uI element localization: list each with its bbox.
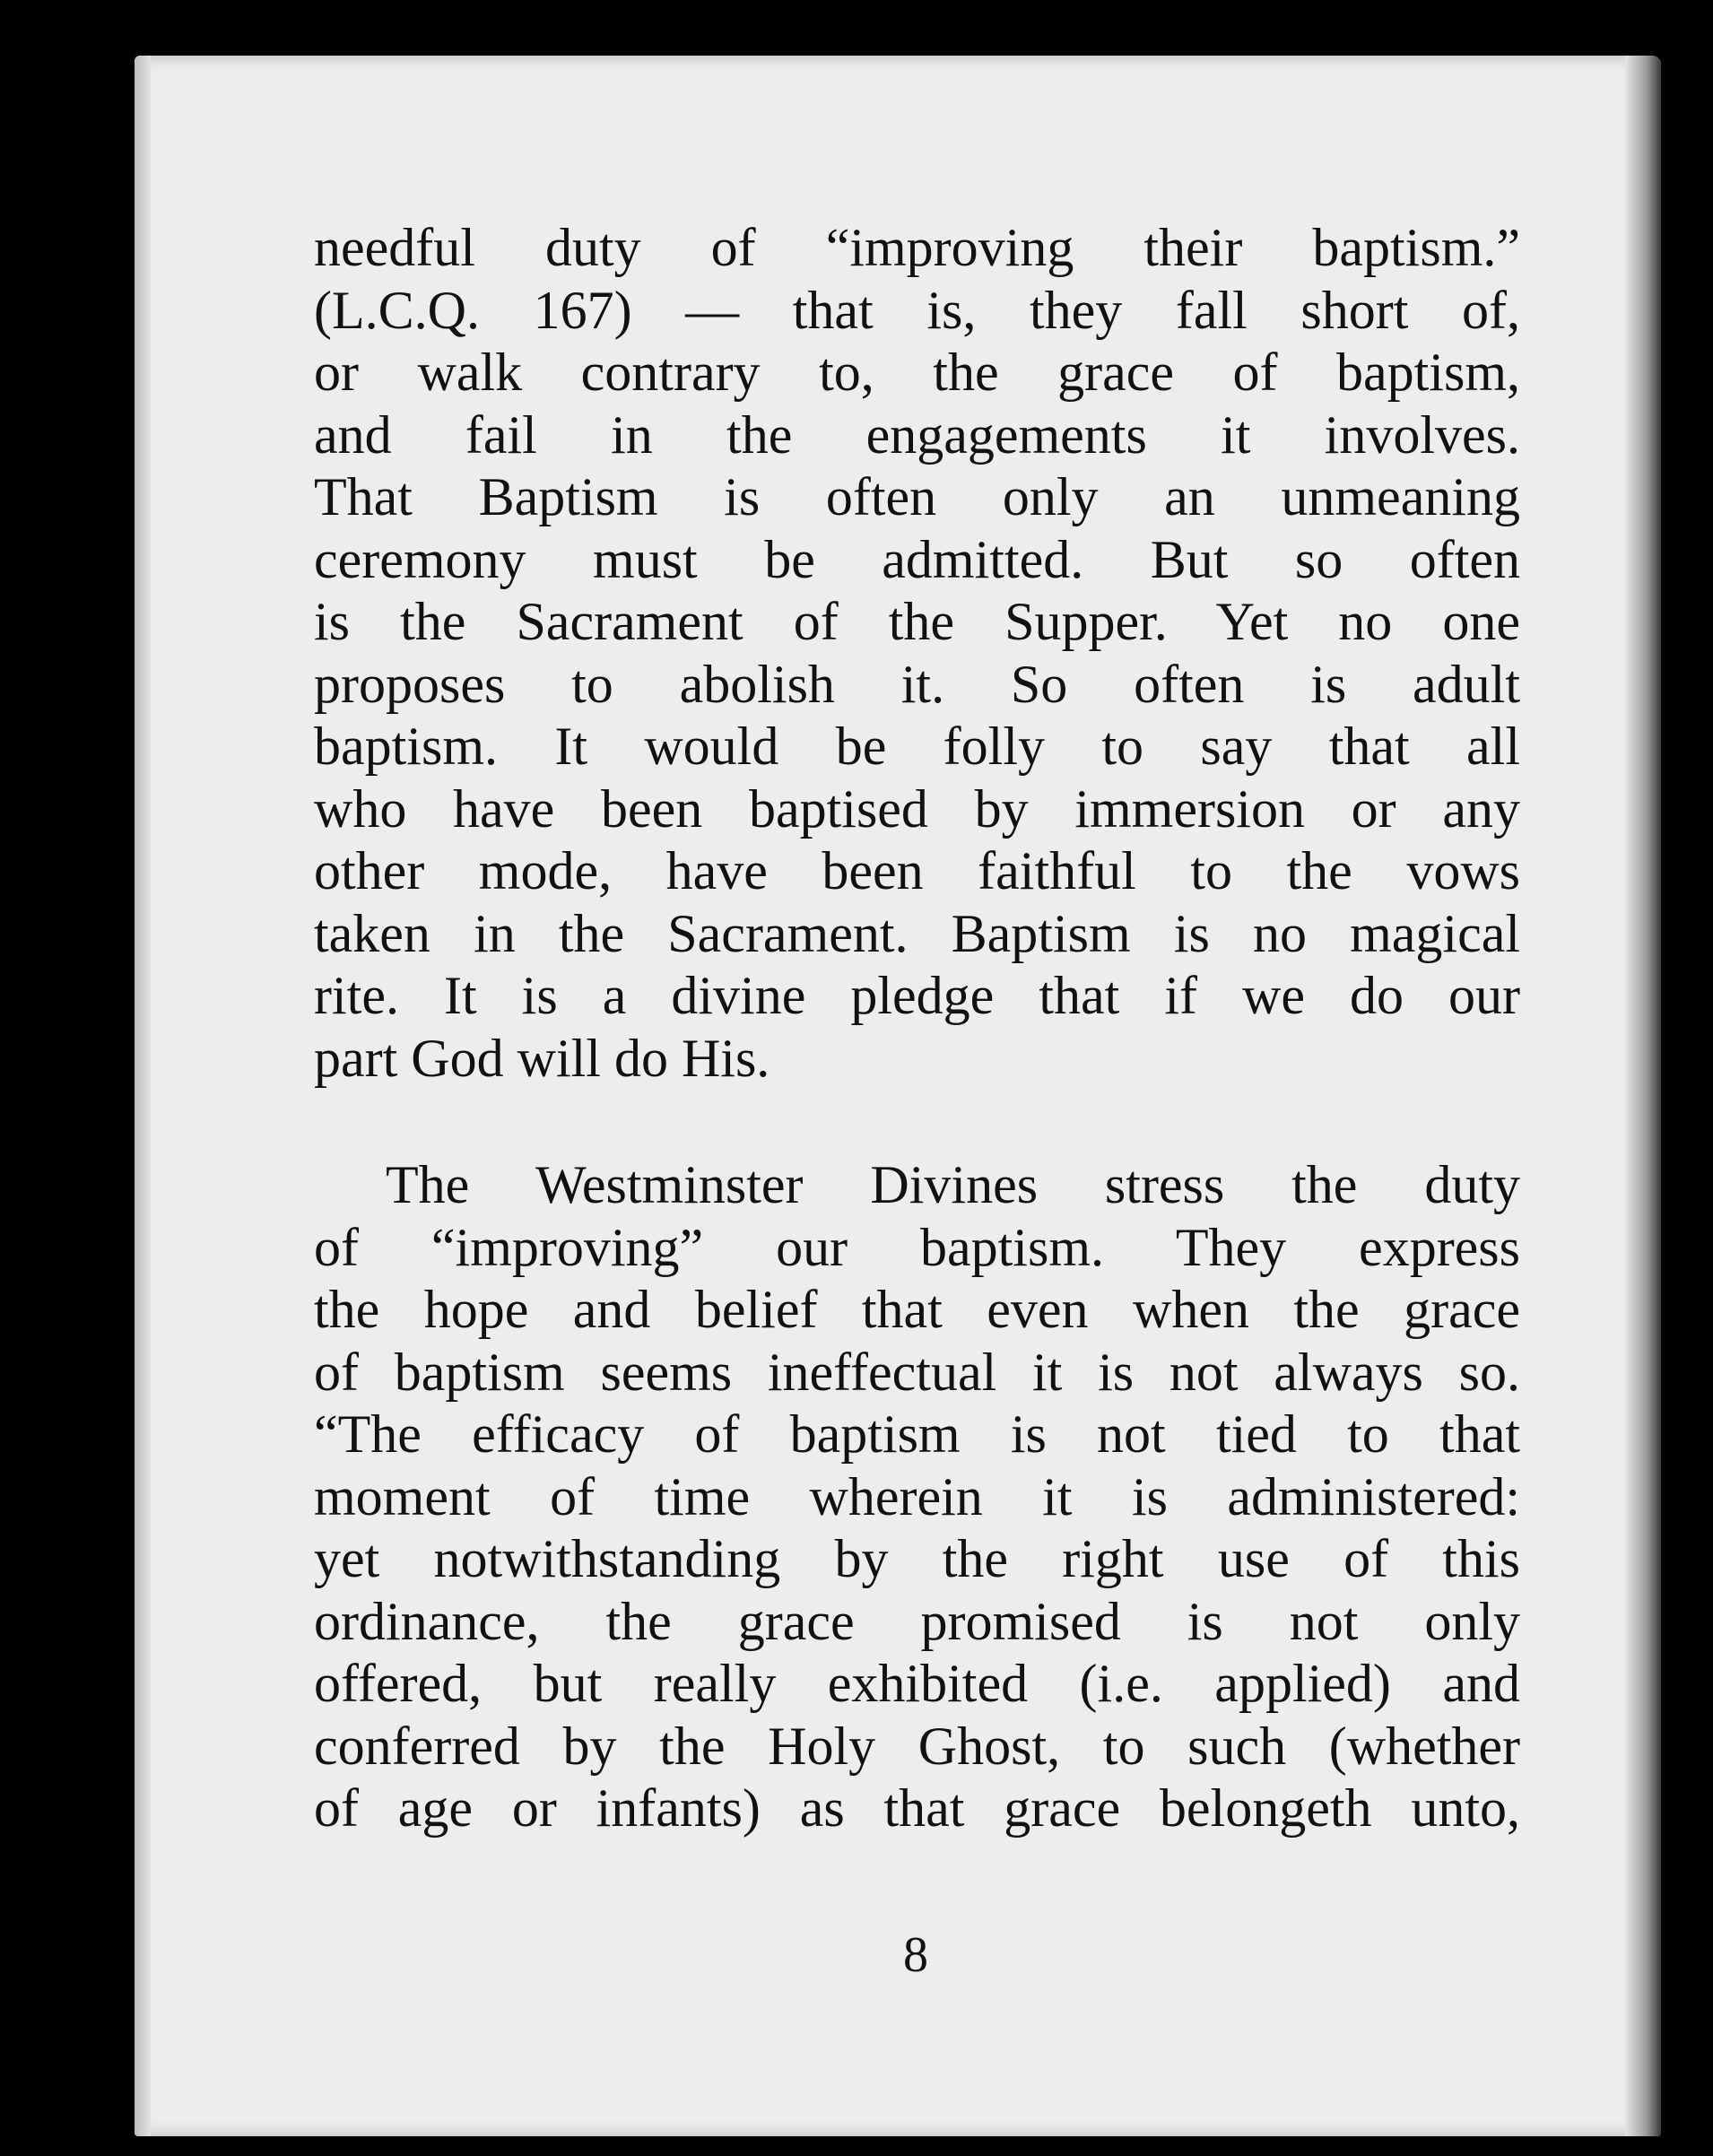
text-line: taken in the Sacrament. Baptism is no magical xyxy=(314,903,1520,963)
page-right-edge xyxy=(1625,56,1661,2136)
text-line: or walk contrary to, the grace of baptism, xyxy=(314,343,1520,402)
text-line: rite. It is a divine pledge that if we do our xyxy=(314,966,1520,1025)
paragraph xyxy=(314,217,1520,1090)
text-line: is the Sacrament of the Supper. Yet no one xyxy=(314,592,1520,651)
text-line: ceremony must be admitted. But so often xyxy=(314,529,1520,589)
book-page xyxy=(135,56,1661,2136)
text-line: part God will do His. xyxy=(314,1028,770,1088)
text-line: who have been baptised by immersion or any xyxy=(314,778,1520,839)
text-line: (L.C.Q. 167) — that is, they fall short of, xyxy=(314,280,1520,340)
text-line: other mode, have been faithful to the vows xyxy=(314,841,1520,900)
page-left-edge xyxy=(135,56,151,2136)
text-line: of baptism seems ineffectual it is not always so. xyxy=(314,1342,1520,1402)
text-line: conferred by the Holy Ghost, to such (whether xyxy=(314,1716,1520,1776)
paragraph xyxy=(314,1154,1520,1840)
text-line: baptism. It would be folly to say that all xyxy=(314,717,1520,776)
text-line: needful duty of “improving their baptism.” xyxy=(314,218,1520,277)
text-line: ordinance, the grace promised is not only xyxy=(314,1591,1520,1651)
text-line: The Westminster Divines stress the duty xyxy=(386,1155,1520,1214)
text-line: yet notwithstanding by the right use of this xyxy=(314,1529,1520,1588)
text-line: “The efficacy of baptism is not tied to that xyxy=(314,1404,1520,1464)
body-text xyxy=(314,217,1520,1840)
text-line: proposes to abolish it. So often is adult xyxy=(314,654,1520,714)
page-number: 8 xyxy=(903,1927,928,1983)
text-line: of age or infants) as that grace belongeth unto, xyxy=(314,1778,1520,1838)
text-line: the hope and belief that even when the grace xyxy=(314,1280,1520,1339)
text-line: moment of time wherein it is administered: xyxy=(314,1466,1520,1526)
text-line: and fail in the engagements it involves. xyxy=(314,404,1520,465)
text-line: of “improving” our baptism. They express xyxy=(314,1217,1520,1277)
text-line: That Baptism is often only an unmeaning xyxy=(314,467,1520,526)
text-line: offered, but really exhibited (i.e. applied) and xyxy=(314,1654,1520,1713)
